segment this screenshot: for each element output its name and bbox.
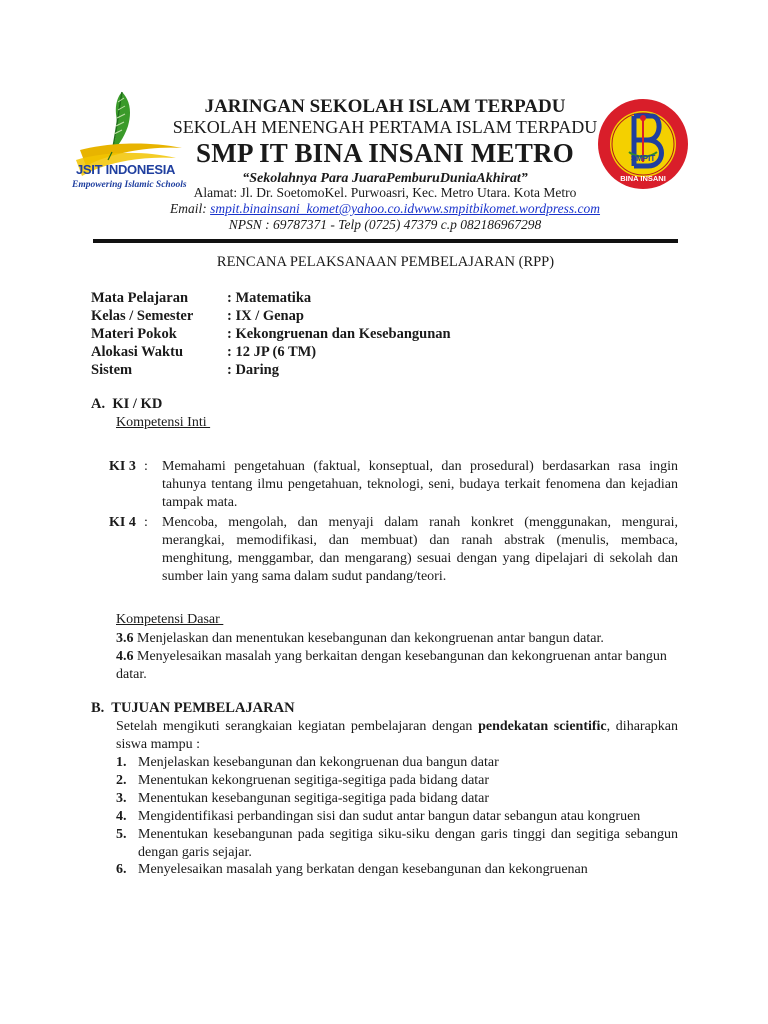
network-name: JARINGAN SEKOLAH ISLAM TERPADU: [204, 96, 566, 117]
school-level: SEKOLAH MENENGAH PERTAMA ISLAM TERPADU: [172, 117, 598, 137]
objective-number: 5.: [116, 827, 127, 842]
objective-number: 3.: [116, 791, 127, 806]
jsit-logo-name: JSIT INDONESIA: [76, 162, 176, 177]
school-motto: “Sekolahnya Para JuaraPemburuDuniaAkhirat”: [242, 171, 528, 186]
seal-label: SMPIT: [630, 154, 656, 163]
info-label: Materi Pokok: [91, 326, 177, 342]
ki3-code: KI 3: [109, 459, 136, 474]
objective-text: Menentukan kesebangunan pada segitiga siku-siku dengan garis tinggi dan segitiga sebangun dengan garis sejajar.: [138, 827, 678, 860]
info-value: : IX / Genap: [227, 308, 304, 324]
ki4-colon: :: [144, 515, 148, 530]
school-address: Alamat: Jl. Dr. SoetomoKel. Purwoasri, Kec. Metro Utara. Kota Metro: [193, 185, 577, 200]
ki4-text: Mencoba, mengolah, dan menyaji dalam ranah konkret (menggunakan, mengurai, merangkai, memodifikasi, dan membuat) dan ranah abstrak (menulis, membaca, menghitung, menggambar, dan mengarang) sesuai dengan yang dipelajari di sekolah dan sumber lain yang sama dalam sudut pandang/teori.: [162, 515, 678, 584]
ki3-text: Memahami pengetahuan (faktual, konseptual, dan prosedural) berdasarkan rasa ingin tahunya tentang ilmu pengetahuan, teknologi, seni, budaya terkait fenomena dan kejadian tampak mata.: [162, 459, 678, 510]
info-label: Kelas / Semester: [91, 308, 194, 324]
objective-text: Menentukan kesebangunan segitiga-segitiga pada bidang datar: [138, 791, 490, 806]
objective-number: 1.: [116, 755, 127, 770]
info-row: [91, 344, 316, 361]
kd-heading: Kompetensi Dasar: [116, 612, 224, 627]
kd-code: 4.6: [116, 649, 134, 664]
info-row: [91, 290, 311, 307]
email-line: [150, 201, 620, 217]
school-name: SMP IT BINA INSANI METRO: [196, 138, 574, 168]
objective-text: Menentukan kekongruenan segitiga-segitiga pada bidang datar: [138, 773, 490, 788]
info-value: : Daring: [227, 362, 279, 378]
objective-number: 6.: [116, 862, 127, 877]
objectives-intro: [116, 718, 678, 754]
objective-number: 4.: [116, 809, 127, 824]
npsn-contact: NPSN : 69787371 - Telp (0725) 47379 c.p 082186967298: [228, 217, 542, 232]
kd-item: [116, 630, 678, 648]
ki4-code: KI 4: [109, 515, 136, 530]
info-value: : 12 JP (6 TM): [227, 344, 317, 360]
seal-bottom-text: BINA INSANI: [620, 174, 666, 183]
info-row: [91, 326, 451, 343]
info-row: [91, 362, 279, 379]
intro-text: Setelah mengikuti serangkaian kegiatan pembelajaran dengan: [116, 719, 479, 734]
info-label: Mata Pelajaran: [91, 290, 189, 306]
ki3-colon: :: [144, 459, 148, 474]
intro-bold: pendekatan scientific: [478, 719, 607, 734]
email-label: Email:: [169, 201, 207, 216]
section-a-heading: A. KI / KD: [91, 396, 163, 412]
kd-text: Menjelaskan dan menentukan kesebangunan dan kekongruenan antar bangun datar.: [133, 631, 604, 646]
section-b-heading: B. TUJUAN PEMBELAJARAN: [91, 700, 295, 716]
objective-text: Mengidentifikasi perbandingan sisi dan sudut antar bangun datar sebangun atau kongruen: [138, 809, 641, 824]
kd-code: 3.6: [116, 631, 134, 646]
kd-text: Menyelesaikan masalah yang berkaitan dengan kesebangunan dan kekongruenan antar bangun datar.: [116, 649, 667, 682]
info-label: Sistem: [91, 362, 133, 378]
kd-item: [116, 648, 678, 684]
info-value: : Kekongruenan dan Kesebangunan: [227, 326, 451, 342]
objective-text: Menjelaskan kesebangunan dan kekongruenan dua bangun datar: [138, 755, 499, 770]
objective-text: Menyelesaikan masalah yang berkatan dengan kesebangunan dan kekongruenan: [138, 862, 588, 877]
header-divider: [93, 239, 678, 243]
email-link[interactable]: smpit.binainsani_komet@yahoo.co.idwww.smpitbikomet.wordpress.com: [210, 201, 601, 216]
objective-number: 2.: [116, 773, 127, 788]
jsit-logo-tagline: Empowering Islamic Schools: [72, 180, 187, 190]
intro-text-end: , diharapkan siswa mampu :: [116, 719, 678, 752]
ki-heading: Kompetensi Inti: [116, 415, 211, 430]
info-label: Alokasi Waktu: [91, 344, 184, 360]
document-title: RENCANA PELAKSANAAN PEMBELAJARAN (RPP): [216, 254, 555, 270]
info-row: [91, 308, 304, 325]
info-value: : Matematika: [227, 290, 312, 306]
